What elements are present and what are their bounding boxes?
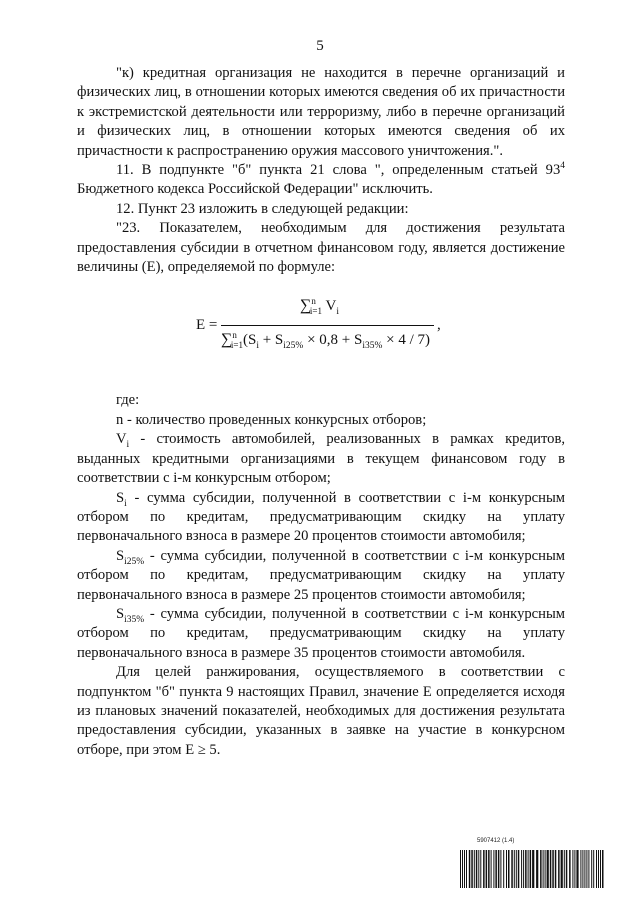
barcode-icon xyxy=(460,850,605,888)
definition-s35-subscript: i35% xyxy=(124,614,145,625)
paragraph-ranking: Для целей ранжирования, осуществляемого в соответствии с подпунктом "б" пункта 9 настоящих Правил, значение Е определяется исходя из плановых значений показателей, необходимых для достижения результата предоставления субсидии, указанных в заявке на участие в конкурсном отборе, при этом Е ≥ 5. xyxy=(77,664,565,758)
sum-symbol-numerator: ∑ xyxy=(300,297,312,315)
paragraph-item-11 xyxy=(77,161,565,200)
definition-s-text: - сумма субсидии, полученной в соответствии с i-м конкурсным отбором по кредитам, предусматривающим скидку на уплату первоначального взноса в размере 20 процентов стоимости автомобиля; xyxy=(77,489,565,545)
paragraph-k-item: "к) кредитная организация не находится в перечне организаций и физических лиц, в отношении которых имеются сведения об их причастности к экстремистской деятельности или терроризму, либо в перечне организаций и физических лиц, в отношении которых имеются сведения об их причастности к распространению оружия массового уничтожения.". xyxy=(77,65,565,159)
definition-s25-subscript: i25% xyxy=(124,556,145,567)
definition-v xyxy=(77,430,565,488)
formula-lhs: E = xyxy=(196,317,218,334)
definition-v-subscript: i xyxy=(126,440,130,451)
formula-e xyxy=(77,287,565,373)
paragraph-item-12: 12. Пункт 23 изложить в следующей редакции: xyxy=(116,200,409,217)
sum-lower-limit-numerator: i=1 xyxy=(309,306,322,317)
barcode-caption: 5907412 (1.4) xyxy=(477,838,515,844)
definition-s35 xyxy=(77,605,565,663)
where-label: где: xyxy=(116,392,140,409)
fraction-bar xyxy=(221,325,434,326)
definition-s-subscript: i xyxy=(124,498,127,509)
item-11-text-end: Бюджетного кодекса Российской Федерации" исключить. xyxy=(77,181,433,198)
definition-s35-text: - сумма субсидии, полученной в соответствии с i-м конкурсным отбором по кредитам, предусматривающим скидку на уплату первоначального взноса в размере 35 процентов стоимости автомобиля. xyxy=(77,605,565,661)
sum-upper-limit-denominator: n xyxy=(232,330,237,341)
definition-s25 xyxy=(77,547,565,605)
sum-symbol-denominator: ∑ xyxy=(221,331,233,349)
denominator-times: × 0,8 + S xyxy=(303,332,363,349)
denominator-open: (S xyxy=(242,332,257,349)
definition-v-text: - стоимость автомобилей, реализованных в рамках кредитов, выданных кредитными организациями в текущем финансовом году в соответствии с i-м конкурсным отбором; xyxy=(77,431,565,487)
definition-v-symbol: V xyxy=(116,431,127,448)
sum-upper-limit-numerator: n xyxy=(311,296,316,307)
item-11-text-start: 11. В подпункте "б" пункта 21 слова ", определенным статьей 93 xyxy=(116,162,561,179)
numerator-variable-subscript: i xyxy=(336,307,339,318)
page-number: 5 xyxy=(316,38,324,54)
definition-n: n - количество проведенных конкурсных отборов; xyxy=(116,411,427,428)
denominator-s25-subscript: i25% xyxy=(283,341,304,352)
denominator-s35-subscript: i35% xyxy=(362,341,383,352)
paragraph-item-23: "23. Показателем, необходимым для достижения результата предоставления субсидии в отчетном финансовом году, является достижение величины (Е), определяемой по формуле: xyxy=(77,220,565,276)
sum-lower-limit-denominator: i=1 xyxy=(230,340,243,351)
formula-denominator xyxy=(221,331,430,350)
item-11-superscript: 4 xyxy=(560,161,565,172)
definition-s35-symbol: S xyxy=(116,605,125,622)
denominator-tail: × 4 / 7) xyxy=(382,332,431,349)
formula-numerator xyxy=(300,297,339,316)
definition-s xyxy=(77,489,565,547)
definition-s-symbol: S xyxy=(116,489,125,506)
definition-s25-symbol: S xyxy=(116,547,125,564)
document-body xyxy=(77,64,565,760)
numerator-variable: V xyxy=(325,298,337,315)
formula-trailing-comma: , xyxy=(437,317,441,334)
denominator-s-subscript: i xyxy=(256,341,259,352)
definition-s25-text: - сумма субсидии, полученной в соответствии с i-м конкурсным отбором по кредитам, предусматривающим скидку на уплату первоначального взноса в размере 25 процентов стоимости автомобиля; xyxy=(77,547,565,603)
denominator-plus: + S xyxy=(258,332,284,349)
